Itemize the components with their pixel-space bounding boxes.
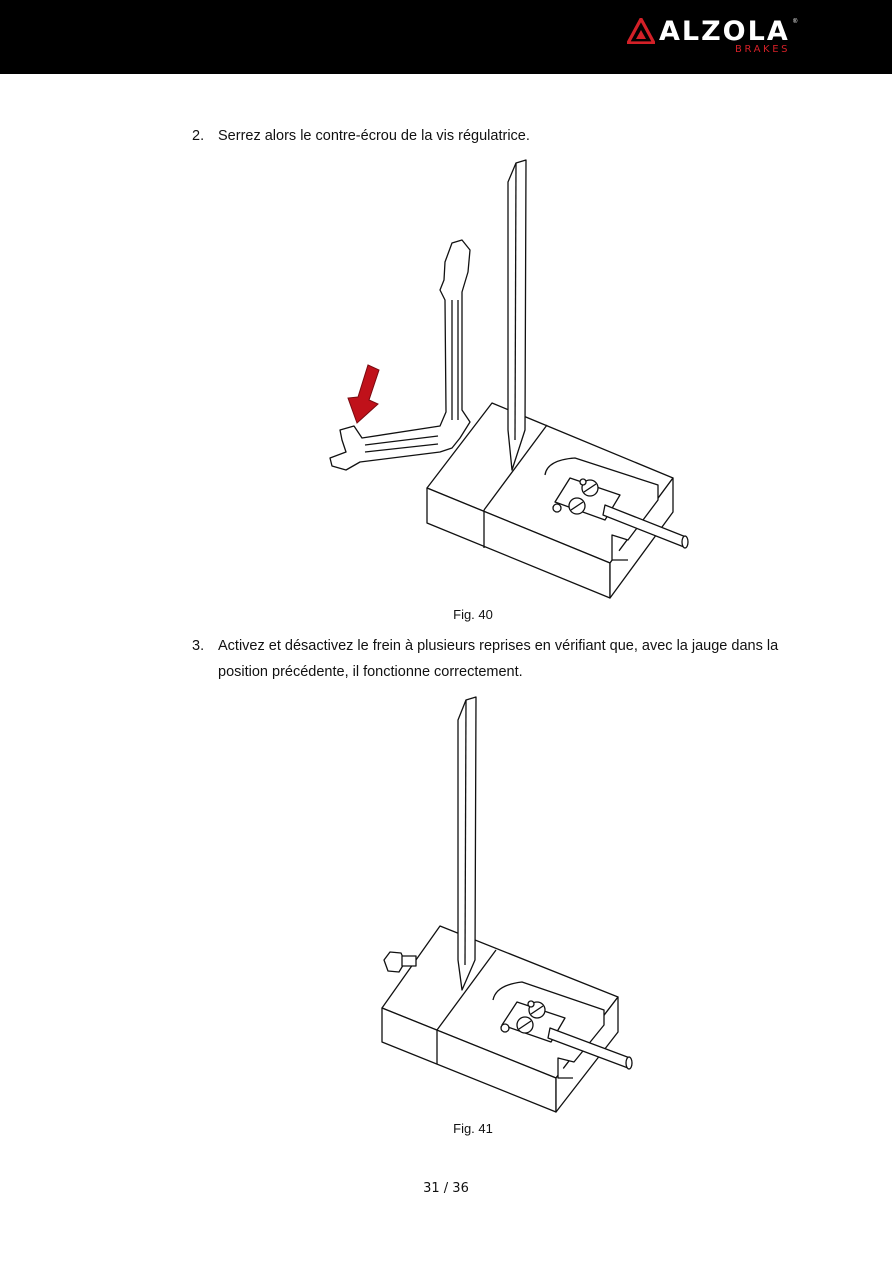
- alzola-logo: [627, 16, 802, 58]
- figure-40-caption: Fig. 40: [453, 607, 493, 622]
- step-number: 3.: [192, 638, 205, 654]
- figure-40-illustration: [320, 155, 700, 605]
- step-number: 2.: [192, 128, 205, 144]
- step-text: Serrez alors le contre-écrou de la vis régulatrice.: [218, 128, 530, 144]
- figure-41-illustration: [375, 690, 645, 1120]
- arrow-down-icon: [348, 365, 379, 423]
- step-text: Activez et désactivez le frein à plusieurs reprises en vérifiant que, avec la jauge dans la position précédente, il fonctionne correctement.: [218, 638, 779, 680]
- brand-sub: BRAKES: [735, 44, 791, 55]
- brand-name: ALZOLA: [659, 16, 790, 47]
- wrench-icon: [330, 240, 470, 470]
- gauge-block-icon: [427, 160, 688, 598]
- header-bar: [0, 0, 892, 74]
- gauge-block-icon: [382, 697, 632, 1112]
- logo-triangle-icon: [627, 18, 655, 44]
- figure-41-caption: Fig. 41: [453, 1121, 493, 1136]
- page-number: 31 / 36: [423, 1181, 469, 1196]
- registered-mark: ®: [793, 19, 798, 25]
